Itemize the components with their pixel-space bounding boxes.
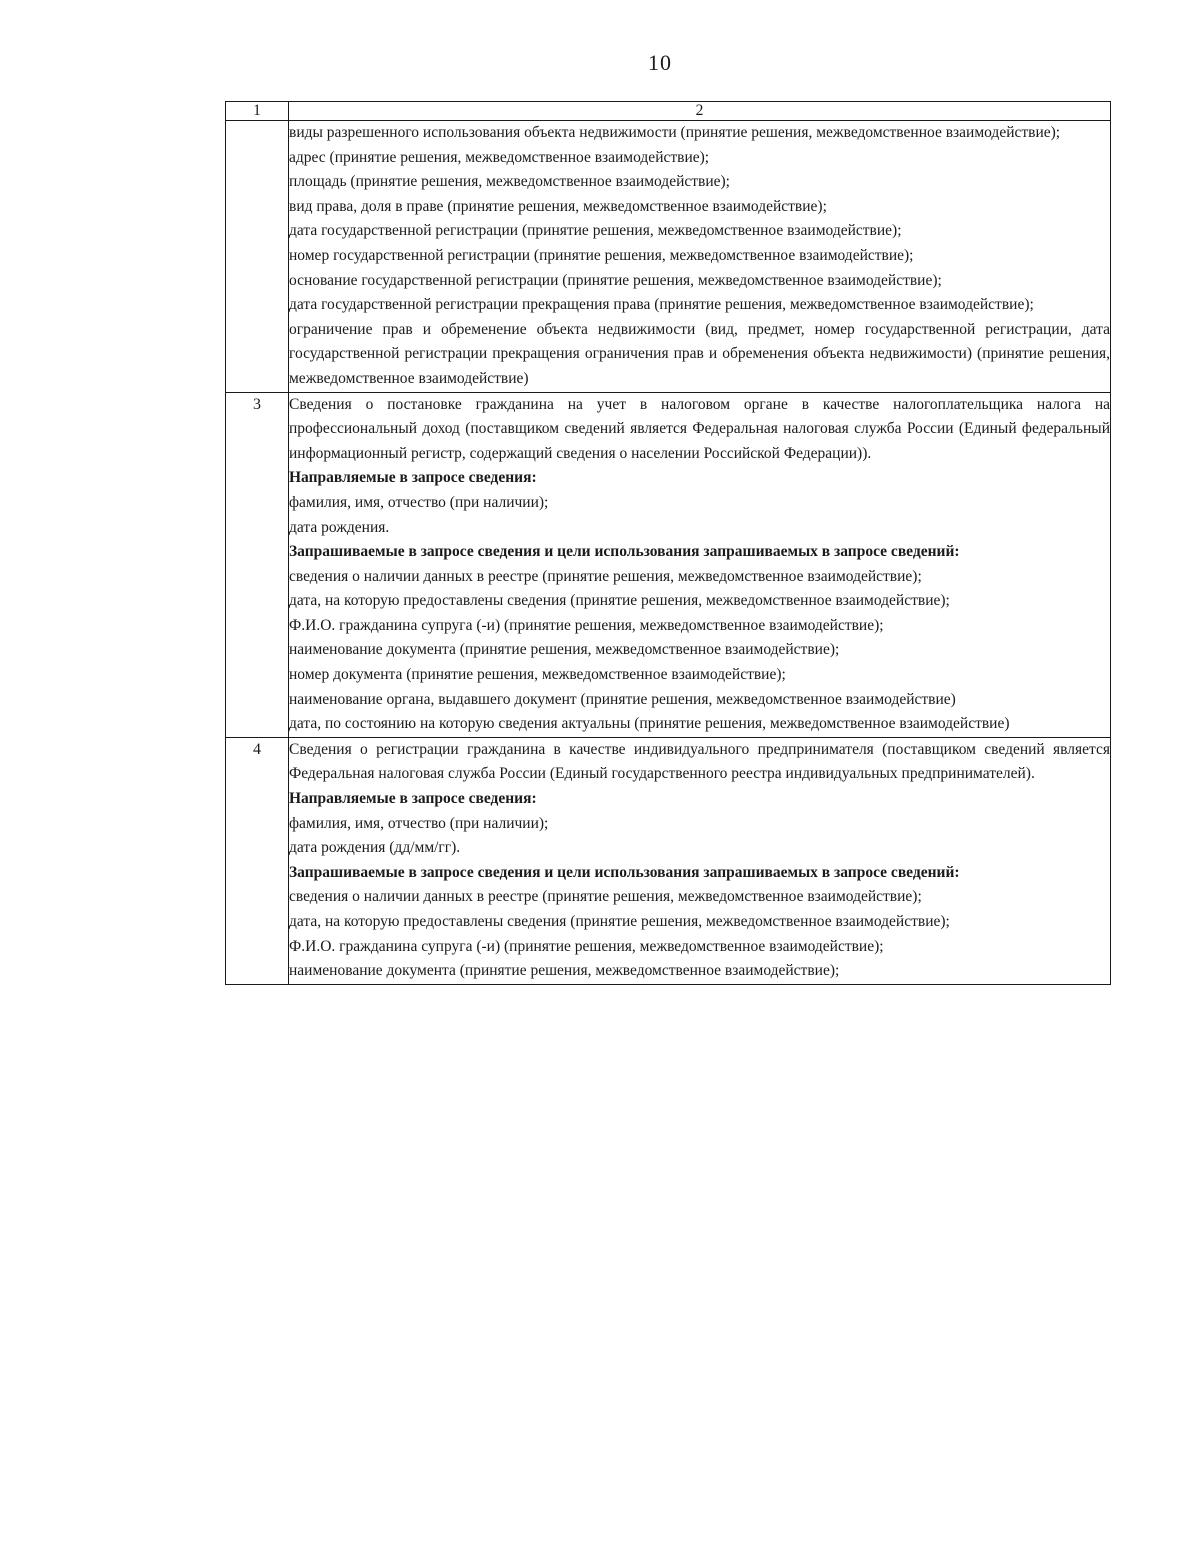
content-line: фамилия, имя, отчество (при наличии); (289, 814, 549, 832)
content-line: наименование органа, выдавшего документ (принятие решения, межведомственное взаимодействие) (289, 690, 956, 708)
row-number: 4 (226, 737, 289, 984)
row-number (226, 121, 289, 393)
row-number: 3 (226, 392, 289, 737)
column-header-1: 1 (226, 102, 289, 121)
content-line: номер государственной регистрации (принятие решения, межведомственное взаимодействие); (289, 246, 914, 264)
content-line: дата рождения (дд/мм/гг). (289, 839, 461, 857)
table-row (226, 737, 1111, 984)
content-line: Ф.И.О. гражданина супруга (-и) (принятие решения, межведомственное взаимодействие); (289, 616, 884, 634)
content-line: сведения о наличии данных в реестре (принятие решения, межведомственное взаимодействие); (289, 888, 922, 906)
content-line: основание государственной регистрации (принятие решения, межведомственное взаимодействие); (289, 271, 942, 289)
table-header-row (226, 102, 1111, 121)
page-number: 10 (648, 50, 672, 75)
section-heading: Запрашиваемые в запросе сведения и цели использования запрашиваемых в запросе сведений: (289, 543, 960, 561)
table-body (226, 121, 1111, 985)
content-line: наименование документа (принятие решения, межведомственное взаимодействие); (289, 641, 840, 659)
section-heading: Запрашиваемые в запросе сведения и цели использования запрашиваемых в запросе сведений: (289, 863, 960, 881)
section-heading: Направляемые в запросе сведения: (289, 469, 537, 487)
content-line: Сведения о постановке гражданина на учет в налоговом органе в качестве налогоплательщика налога на профессиональный доход (поставщиком сведений является Федеральная налоговая служба России (Единый федеральный информационный регистр, содержащий сведения о населении Российской Федерации)). (289, 395, 1110, 462)
row-content (289, 737, 1111, 984)
content-line: номер документа (принятие решения, межведомственное взаимодействие); (289, 666, 786, 684)
content-line: площадь (принятие решения, межведомственное взаимодействие); (289, 173, 730, 191)
content-line: фамилия, имя, отчество (при наличии); (289, 493, 549, 511)
content-line: дата, по состоянию на которую сведения актуальны (принятие решения, межведомственное взаимодействие) (289, 715, 1010, 733)
content-line: дата государственной регистрации (принятие решения, межведомственное взаимодействие); (289, 222, 902, 240)
table-row (226, 392, 1111, 737)
content-line: адрес (принятие решения, межведомственное взаимодействие); (289, 148, 710, 166)
column-header-2: 2 (289, 102, 1111, 121)
content-line: ограничение прав и обременение объекта недвижимости (вид, предмет, номер государственной регистрации, дата государственной регистрации прекращения ограничения прав и обременения объекта недвижимости) (принятие решения, межведомственное взаимодействие) (289, 320, 1110, 387)
content-line: вид права, доля в праве (принятие решения, межведомственное взаимодействие); (289, 197, 827, 215)
content-line: дата рождения. (289, 518, 390, 536)
section-heading: Направляемые в запросе сведения: (289, 790, 537, 808)
content-line: дата, на которую предоставлены сведения (принятие решения, межведомственное взаимодействие); (289, 913, 950, 930)
content-line: сведения о наличии данных в реестре (принятие решения, межведомственное взаимодействие); (289, 567, 922, 585)
content-line: дата, на которую предоставлены сведения (принятие решения, межведомственное взаимодействие); (289, 592, 950, 610)
table-row (226, 121, 1111, 393)
content-line: наименование документа (принятие решения, межведомственное взаимодействие); (289, 962, 840, 980)
content-line: дата государственной регистрации прекращения права (принятие решения, межведомственное взаимодействие); (289, 296, 1034, 314)
requests-table (225, 101, 1111, 985)
content-line: виды разрешенного использования объекта недвижимости (принятие решения, межведомственное взаимодействие); (289, 124, 1061, 141)
content-line: Сведения о регистрации гражданина в качестве индивидуального предпринимателя (поставщиком сведений является Федеральная налоговая служба России (Единый государственного реестра индивидуальных предпринимателей). (289, 740, 1110, 783)
content-line: Ф.И.О. гражданина супруга (-и) (принятие решения, межведомственное взаимодействие); (289, 937, 884, 955)
row-content (289, 121, 1111, 393)
row-content (289, 392, 1111, 737)
